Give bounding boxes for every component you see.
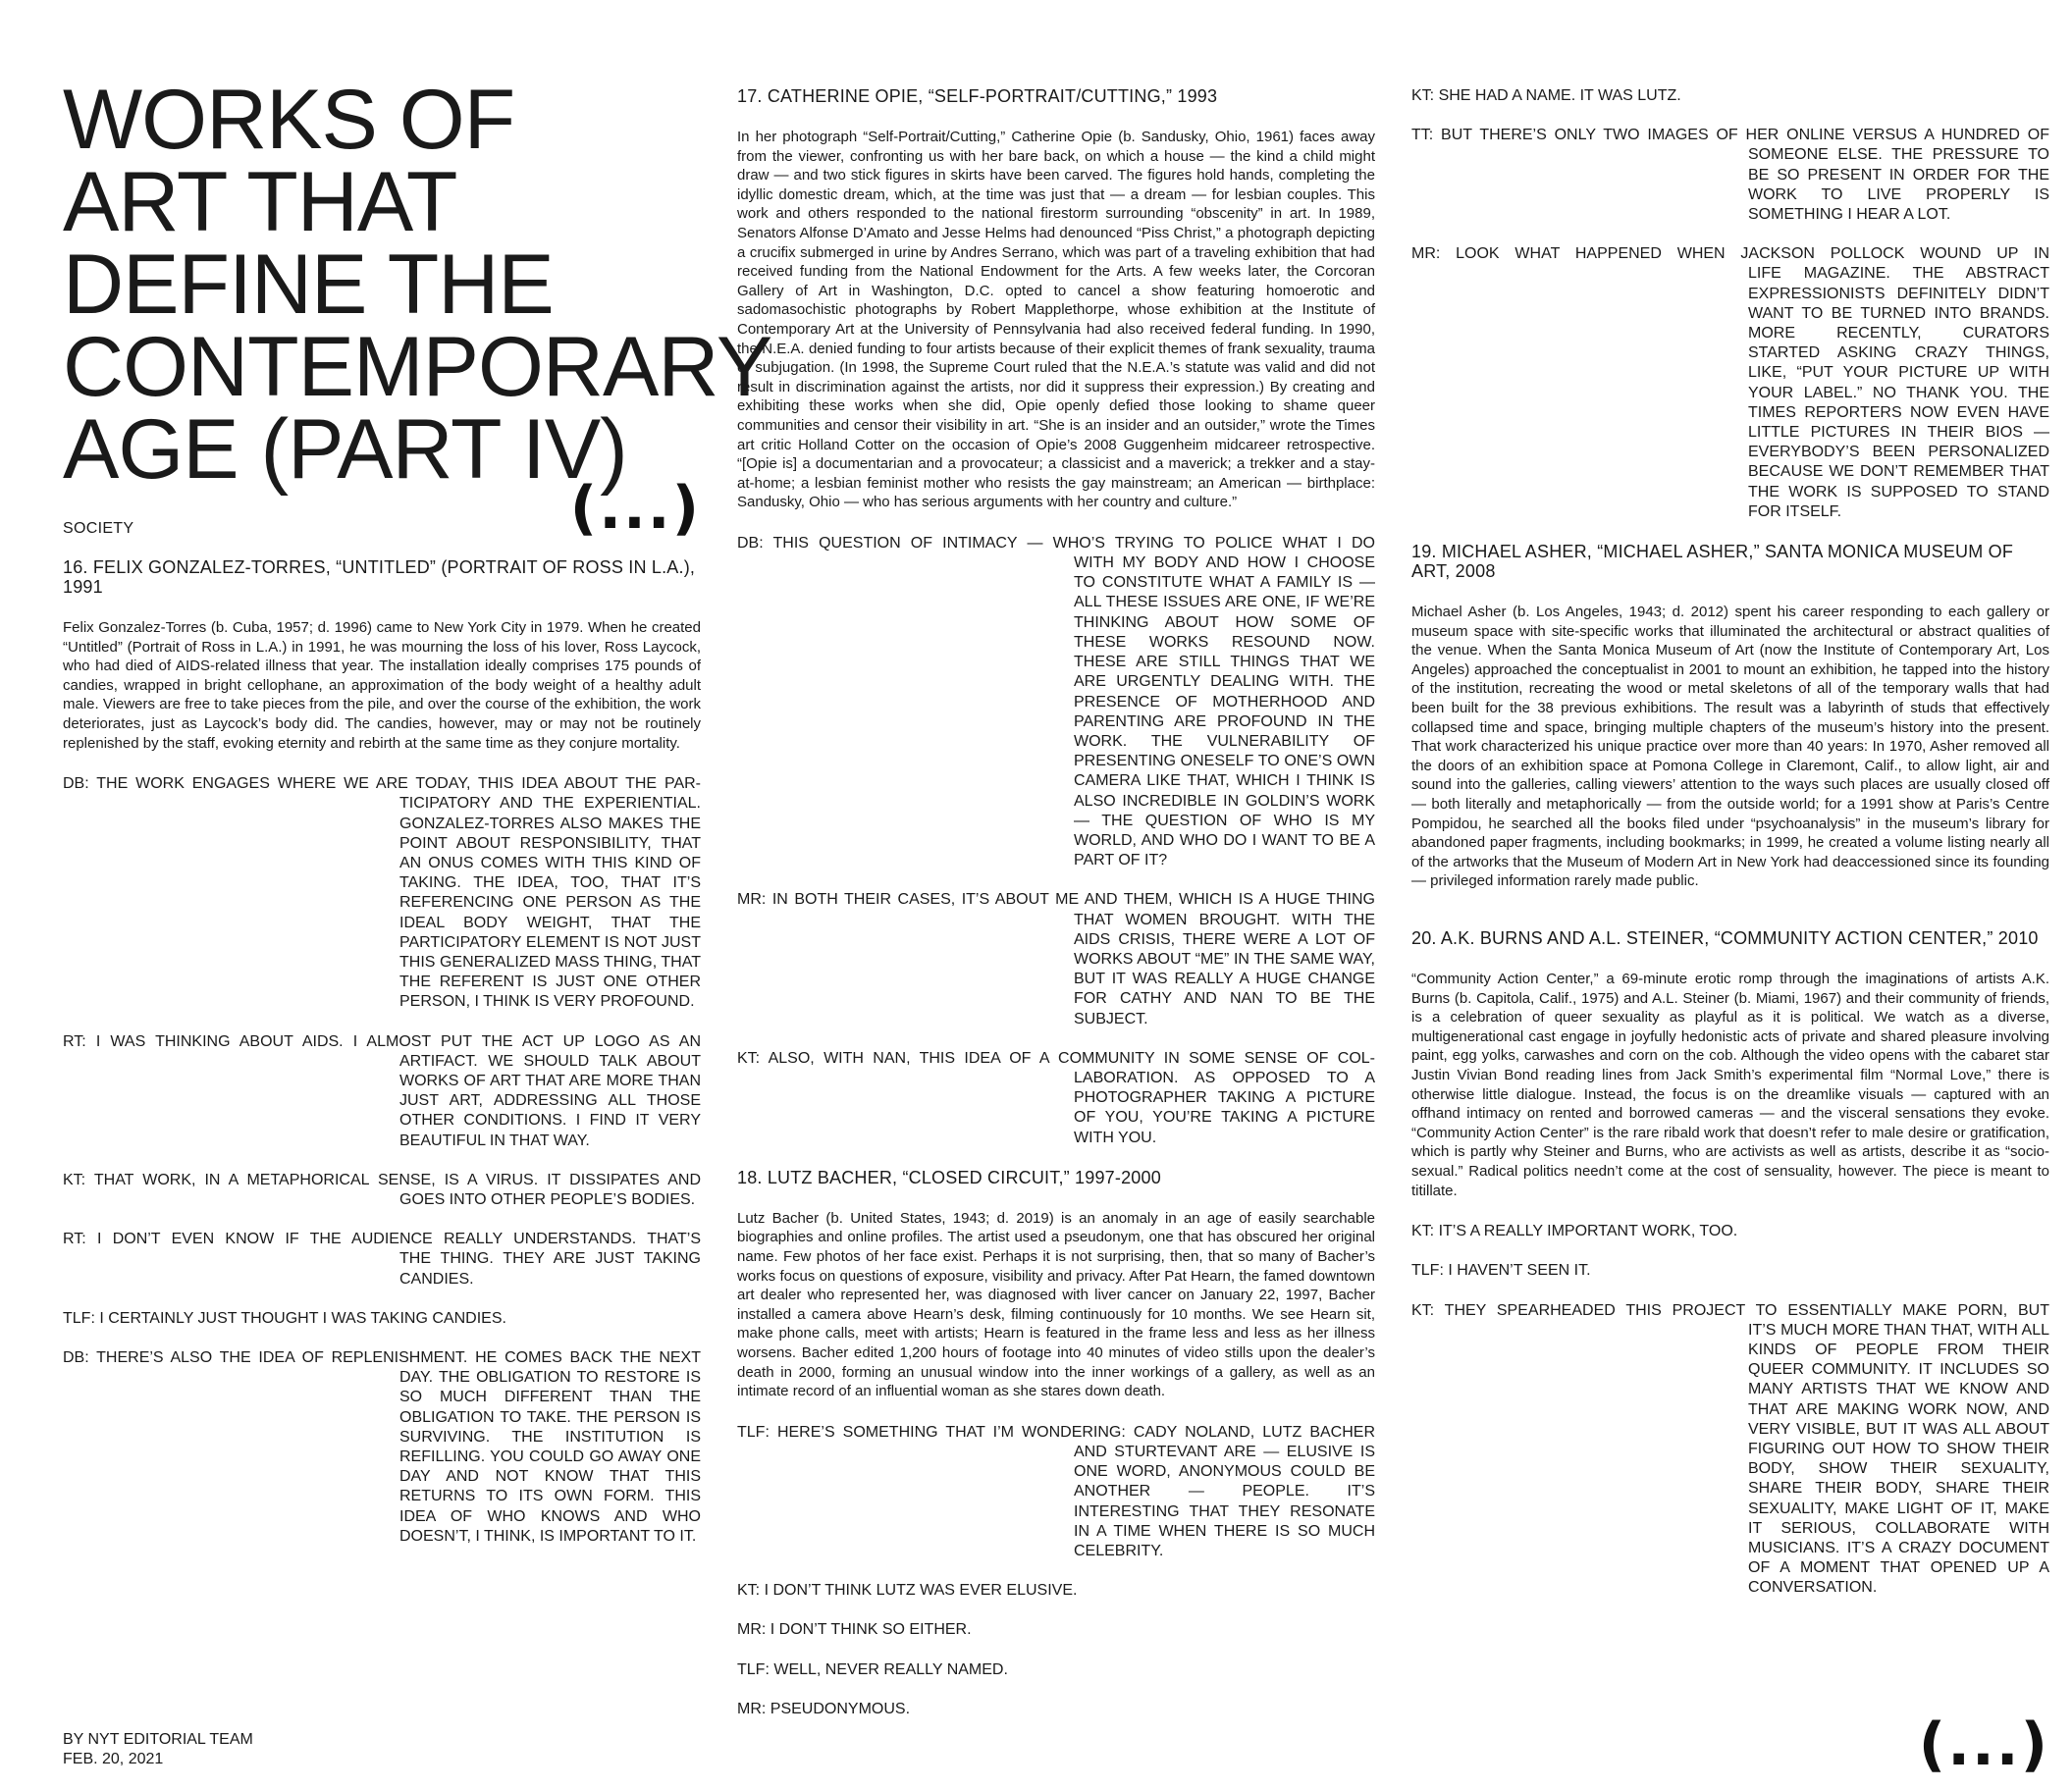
dialog-entry [737, 1660, 1375, 1680]
title-line: WORKS OF [63, 73, 515, 167]
ellipsis-logo: (...) [1918, 1711, 2049, 1779]
dialog-entry [63, 1230, 701, 1290]
article-heading: 16. FELIX GONZALEZ-TORRES, “UNTITLED” (PORTRAIT OF ROSS IN L.A.), 1991 [63, 557, 696, 597]
dialog-line: MR: IN BOTH THEIR CASES, IT’S ABOUT ME AND THEM, WHICH IS A HUGE THING [737, 891, 1375, 909]
dialog-entry [1411, 86, 2049, 106]
dialog-continuation: LABORATION. AS OPPOSED TO A PHOTOGRAPHER TAKING A PICTURE OF YOU, YOU’RE TAKING A PICTURE WITH YOU. [1074, 1069, 1375, 1146]
dialog-entry [63, 774, 701, 1012]
dialog-list [1411, 86, 2049, 522]
dialog-entry [1411, 244, 2049, 522]
dialog-continuation: THE THING. THEY ARE JUST TAKING CANDIES. [399, 1250, 701, 1288]
dialog-line: KT: I DON’T THINK LUTZ WAS EVER ELUSIVE. [737, 1582, 1078, 1600]
article-heading: 19. MICHAEL ASHER, “MICHAEL ASHER,” SANTA MONICA MUSEUM OF ART, 2008 [1411, 542, 2014, 582]
dialog-line: RT: I DON’T EVEN KNOW IF THE AUDIENCE REALLY UNDERSTANDS. THAT’S [63, 1231, 701, 1248]
article-heading: 20. A.K. BURNS AND A.L. STEINER, “COMMUNITY ACTION CENTER,” 2010 [1411, 927, 2039, 948]
article-16 [63, 557, 701, 1566]
dialog-entry [737, 1423, 1375, 1561]
dialog-line: TLF: HERE’S SOMETHING THAT I’M WONDERING: CADY NOLAND, LUTZ BACHER [737, 1423, 1375, 1441]
article-body: “Community Action Center,” a 69-minute erotic romp through the imaginations of artists A.K. Burns (b. Capitola, Calif., 1975) and A.L. Steiner (b. Miami, 1967) and their community of friends, is a celebration of queer sexuality as playful as it is political. We watch as a diverse, multigenerational cast engage in joyfully hedonistic acts of private and shared pleasure involving paint, egg yolks, carwashes and corn on the cob. Although the video opens with the cabaret star Justin Vivian Bond reading lines from Jack Smith’s experimental film “Normal Love,” there is otherwise little dialogue. Instead, the focus is on the dreamlike visuals — captured with an offhand intimacy on rented and borrowed cameras — and the visceral sensations they evoke. “Community Action Center” is the rare ribald work that doesn’t refer to male desire or gratification, which is partly why Steiner and Burns, who are activists as well as artists, describe it as “socio-sexual.” Radical politics needn’t come at the cost of sensuality, however. The piece is meant to titillate. [1411, 970, 2049, 1199]
byline-author: BY NYT EDITORIAL TEAM [63, 1731, 253, 1748]
dialog-line: TLF: I HAVEN’T SEEN IT. [1411, 1262, 1591, 1280]
ellipsis-logo: (...) [569, 474, 701, 543]
dialog-entry [63, 1032, 701, 1151]
article-body: Lutz Bacher (b. United States, 1943; d. 2019) is an anomaly in an age of easily searchable biographies and online profiles. The artist used a pseudonym, one that has obscured her original name. Few photos of her face exist. Perhaps it is not surprising, then, that so many of Bacher’s works focus on questions of exposure, visibility and privacy. After Pat Hearn, the famed downtown art dealer who represented her, was diagnosed with liver cancer on January 22, 1997, Bacher installed a camera above Hearn’s desk, filming continuously for 10 months. We see Hearn sit, make phone calls, meet with artists; Hearn is featured in the frame less and less as her illness worsens. Bacher edited 1,200 hours of footage into 40 minutes of video stills upon the dealer’s death in 2000, forming an unusual window into the inner workings of a gallery, as well as an intimate record of an influential woman as she stares down death. [737, 1209, 1375, 1400]
dialog-line: TT: BUT THERE’S ONLY TWO IMAGES OF HER ONLINE VERSUS A HUNDRED OF [1411, 127, 2049, 144]
dialog-continuation: THAT WOMEN BROUGHT. WITH THE AIDS CRISIS, THERE WERE A LOT OF WORKS ABOUT “ME” IN THE SAME WAY, BUT IT WAS REALLY A HUGE CHANGE FOR CATHY AND NAN TO BE THE SUBJECT. [1074, 911, 1375, 1027]
title-line: AGE (PART IV) [63, 402, 627, 497]
dialog-list [737, 534, 1375, 1148]
dialog-entry [737, 1700, 1375, 1719]
article-17-18 [737, 86, 1375, 1739]
dialog-continuation: GOES INTO OTHER PEOPLE’S BODIES. [399, 1191, 696, 1209]
dialog-continuation: TICIPATORY AND THE EXPERIENTIAL. GONZALEZ-TORRES ALSO MAKES THE POINT ABOUT RESPONSIBILITY, THAT AN ONUS COMES WITH THIS KIND OF TAKING. THE IDEA, TOO, THAT IT’S REFERENCING ONE PERSON AS THE IDEAL BODY WEIGHT, THAT THE PARTICIPATORY ELEMENT IS NOT JUST THIS GENERALIZED MASS THING, THAT THE REFERENT IS JUST ONE OTHER PERSON, I THINK IS VERY PROFOUND. [399, 795, 701, 1011]
title-line: ART THAT [63, 155, 457, 249]
dialog-continuation: ARTIFACT. WE SHOULD TALK ABOUT WORKS OF ART THAT ARE MORE THAN JUST ART, ADDRESSING ALL THOSE OTHER CONDITIONS. I FIND IT VERY BEAUTIFUL IN THAT WAY. [399, 1052, 701, 1149]
article-heading: 18. LUTZ BACHER, “CLOSED CIRCUIT,” 1997-2000 [737, 1167, 1161, 1187]
dialog-entry [737, 1049, 1375, 1148]
dialog-entry [737, 890, 1375, 1028]
dialog-entry [737, 534, 1375, 870]
dialog-entry [1411, 126, 2049, 225]
article-body: Michael Asher (b. Los Angeles, 1943; d. 2012) spent his career responding to each gallery or museum space with site-specific works that illuminated the architectural or abstract qualities of the venue. When the Santa Monica Museum of Art (now the Institute of Contemporary Art, Los Angeles) approached the conceptualist in 2001 to mount an exhibition, he tapped into the history of the institution, recreating the wood or metal skeletons of all of the temporary walls that had been built for the 38 previous exhibitions. The result was a labyrinth of studs that effectively collapsed time and space, bringing multiple chapters of the museum’s history into the present. That work characterized his unique practice over more than 40 years: In 1970, Asher removed all the doors of an exhibition space at Pomona College in Claremont, Calif., to allow light, air and sound into the galleries, calling viewers’ attention to the ways such places are usually closed off — both literally and metaphorically — from the outside world; for a 1991 show at Paris’s Centre Pompidou, he searched all the books filed under “psychoanalysis” in the museum’s library for abandoned paper fragments, including bookmarks; in 1999, he created a volume listing nearly all of the artworks that the Museum of Modern Art in New York had deaccessioned since its founding — privileged information rarely made public. [1411, 604, 2049, 890]
dialog-entry [63, 1309, 701, 1329]
dialog-entry [63, 1348, 701, 1547]
section-label: SOCIETY [63, 520, 134, 537]
dialog-line: TLF: WELL, NEVER REALLY NAMED. [737, 1660, 1008, 1678]
dialog-line: KT: THAT WORK, IN A METAPHORICAL SENSE, IS A VIRUS. IT DISSIPATES AND [63, 1171, 701, 1188]
dialog-entry [1411, 1301, 2049, 1599]
dialog-list [1411, 1222, 2049, 1598]
dialog-continuation: LIFE MAGAZINE. THE ABSTRACT EXPRESSIONISTS DEFINITELY DIDN’T WANT TO BE TURNED INTO BRANDS. MORE RECENTLY, CURATORS STARTED ASKING CRAZY THINGS, LIKE, “PUT YOUR PICTURE UP WITH YOUR LABEL.” NO THANK YOU. THE TIMES REPORTERS NOW EVEN HAVE LITTLE PICTURES IN THEIR BIOS — EVERYBODY’S BEEN PERSONALIZED BECAUSE WE DON’T REMEMBER THAT THE WORK IS SUPPOSED TO STAND FOR ITSELF. [1748, 265, 2049, 520]
dialog-continuation: IT’S MUCH MORE THAN THAT, WITH ALL KINDS OF PEOPLE FROM THEIR QUEER COMMUNITY. IT INCLUDES SO MANY ARTISTS THAT WE KNOW AND THAT ARE MAKING WORK NOW, AND VERY VISIBLE, BUT IT WAS ALL ABOUT FIGURING OUT HOW TO SHOW THEIR BODY, SHOW THEIR SEXUALITY, SHARE THEIR BODY, SHARE THEIR SEXUALITY, MAKE LIGHT OF IT, MAKE IT SERIOUS, COLLABORATE WITH MUSICIANS. IT’S A CRAZY DOCUMENT OF A MOMENT THAT OPENED UP A CONVERSATION. [1748, 1321, 2049, 1597]
article-heading: 17. CATHERINE OPIE, “SELF-PORTRAIT/CUTTING,” 1993 [737, 86, 1218, 106]
dialog-continuation: AND STURTEVANT ARE — ELUSIVE IS ONE WORD, ANONYMOUS COULD BE ANOTHER — PEOPLE. IT’S INTERESTING THAT THEY RESONATE IN A TIME WHEN THERE IS SO MUCH CELEBRITY. [1074, 1443, 1375, 1559]
dialog-entry [737, 1620, 1375, 1640]
dialog-entry [1411, 1261, 2049, 1281]
dialog-continuation: DAY. THE OBLIGATION TO RESTORE IS SO MUCH DIFFERENT THAN THE OBLIGATION TO TAKE. THE PERSON IS SURVIVING. THE INSTITUTION IS REFILLING. YOU COULD GO AWAY ONE DAY AND NOT KNOW THAT THIS RETURNS TO ITS OWN FORM. THIS IDEA OF WHO KNOWS AND WHO DOESN’T, I THINK, IS IMPORTANT TO IT. [399, 1369, 701, 1545]
dialog-entry [1411, 1222, 2049, 1241]
dialog-line: DB: THERE’S ALSO THE IDEA OF REPLENISHMENT. HE COMES BACK THE NEXT [63, 1349, 701, 1367]
column-1 [63, 0, 772, 1790]
dialog-list [63, 774, 701, 1547]
article-body: Felix Gonzalez-Torres (b. Cuba, 1957; d. 1996) came to New York City in 1979. When he created “Untitled” (Portrait of Ross in L.A.) in 1991, he was mourning the loss of his lover, Ross Laycock, who had died of AIDS-related illness that year. The installation ideally comprises 175 pounds of candies, wrapped in bright cellophane, an approximation of the body weight of a healthy adult male. Viewers are free to take pieces from the pile, and over the course of the exhibition, the work deteriorates, just as Laycock’s body did. The candies, however, may or may not be routinely replenished by the staff, evoking eternity and rebirth at the same time as they conjure mortality. [63, 619, 701, 752]
title-line: CONTEMPORARY [63, 320, 772, 414]
column-3 [1411, 0, 2049, 1790]
title-line: DEFINE THE [63, 237, 554, 332]
dialog-continuation: WITH MY BODY AND HOW I CHOOSE TO CONSTITUTE WHAT A FAMILY IS — ALL THESE ISSUES ARE ONE, IF WE’RE THINKING ABOUT HOW SOME OF THESE WORKS RESOUND NOW. THESE ARE STILL THINGS THAT WE ARE URGENTLY DEALING WITH. THE PRESENCE OF MOTHERHOOD AND PARENTING ARE PROFOUND IN THE WORK. THE VULNERABILITY OF PRESENTING ONESELF TO ONE’S OWN CAMERA LIKE THAT, WHICH I THINK IS ALSO INCREDIBLE IN GOLDIN’S WORK — THE QUESTION OF WHO IS MY WORLD, AND WHO DO I WANT TO BE A PART OF IT? [1074, 554, 1375, 869]
dialog-line: RT: I WAS THINKING ABOUT AIDS. I ALMOST PUT THE ACT UP LOGO AS AN [63, 1032, 701, 1050]
byline-date: FEB. 20, 2021 [63, 1751, 164, 1767]
dialog-line: DB: THIS QUESTION OF INTIMACY — WHO’S TRYING TO POLICE WHAT I DO [737, 534, 1375, 552]
page-title [63, 73, 772, 497]
dialog-line: KT: ALSO, WITH NAN, THIS IDEA OF A COMMUNITY IN SOME SENSE OF COL- [737, 1049, 1375, 1067]
column-2 [737, 0, 1375, 1790]
byline [63, 1730, 253, 1769]
article-body: In her photograph “Self-Portrait/Cutting,” Catherine Opie (b. Sandusky, Ohio, 1961) faces away from the viewer, confronting us with her bare back, on which a house — the kind a child might draw — and two stick figures in skirts have been carved. The figures hold hands, completing the idyllic domestic dream, which, at the time was just that — a dream — for lesbian couples. This work and others responded to the national firestorm surrounding “obscenity” in art. In 1989, Senators Alfonse D’Amato and Jesse Helms had denounced “Piss Christ,” a photograph depicting a crucifix submerged in urine by Andres Serrano, which was part of a traveling exhibition that had received funding from the National Endowment for the Arts. A few weeks later, the Corcoran Gallery of Art in Washington, D.C. opted to cancel a show featuring homoerotic and sadomasochistic photographs by Robert Mapplethorpe, whose exhibition at the Institute of Contemporary Art at the University of Pennsylvania had also received federal funding. In 1990, the N.E.A. denied funding to four artists because of their explicit themes of frank sexuality, trauma or subjugation. (In 1998, the Supreme Court ruled that the N.E.A.’s statute was valid and did not result in discrimination against the artists, nor did it suppress their expression.) By creating and exhibiting these works when she did, Opie openly defied those looking to shame queer communities and censor their visibility in art. “She is an insider and an outsider,” wrote the Times art critic Holland Cotter on the occasion of Opie’s 2008 Guggenheim midcareer retrospective. “[Opie is] a documentarian and a provocateur; a classicist and a maverick; a trekker and a stay-at-home; a lesbian feminist mother who resists the gay mainstream; an American — birthplace: Sandusky, Ohio — who has serious arguments with her country and culture.” [737, 129, 1375, 511]
article-19-20 [1411, 86, 2049, 1618]
dialog-line: TLF: I CERTAINLY JUST THOUGHT I WAS TAKING CANDIES. [63, 1309, 506, 1327]
dialog-line: KT: SHE HAD A NAME. IT WAS LUTZ. [1411, 87, 1681, 104]
dialog-line: MR: PSEUDONYMOUS. [737, 1700, 911, 1717]
dialog-entry [737, 1581, 1375, 1601]
dialog-line: DB: THE WORK ENGAGES WHERE WE ARE TODAY, THIS IDEA ABOUT THE PAR- [63, 775, 701, 793]
dialog-line: KT: IT’S A REALLY IMPORTANT WORK, TOO. [1411, 1223, 1738, 1240]
dialog-entry [63, 1171, 701, 1210]
dialog-line: MR: LOOK WHAT HAPPENED WHEN JACKSON POLLOCK WOUND UP IN [1411, 245, 2049, 263]
dialog-line: KT: THEY SPEARHEADED THIS PROJECT TO ESSENTIALLY MAKE PORN, BUT [1411, 1301, 2049, 1319]
dialog-list [737, 1423, 1375, 1719]
dialog-continuation: SOMEONE ELSE. THE PRESSURE TO BE SO PRESENT IN ORDER FOR THE WORK TO LIVE PROPERLY IS SOMETHING I HEAR A LOT. [1748, 146, 2049, 224]
dialog-line: MR: I DON’T THINK SO EITHER. [737, 1621, 972, 1639]
